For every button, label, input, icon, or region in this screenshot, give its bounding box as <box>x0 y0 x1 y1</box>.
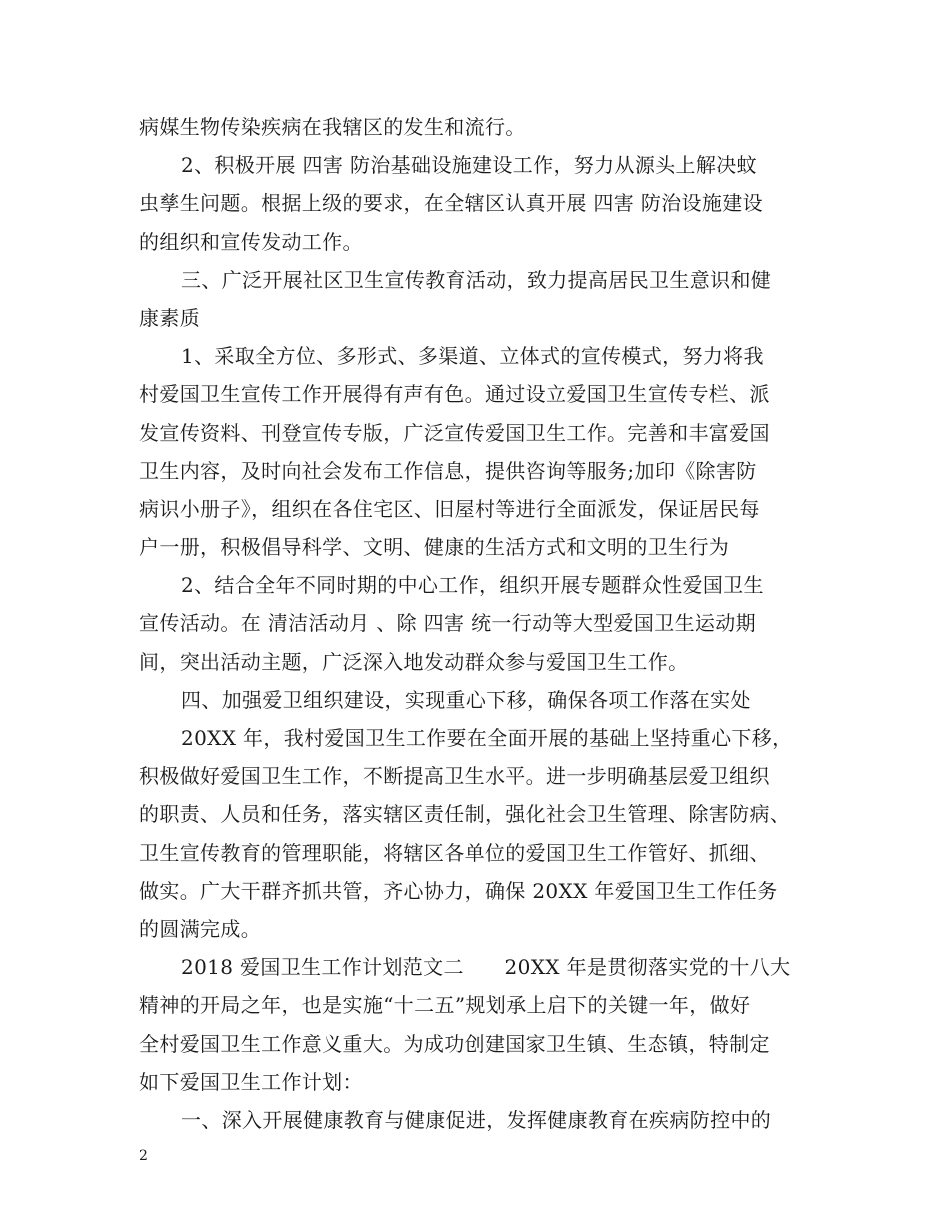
text-line: 20XX 年，我村爱国卫生工作要在全面开展的基础上坚持重心下移， <box>181 726 793 750</box>
text-line: 康素质 <box>139 305 201 330</box>
text-line: 病识小册子》，组织在各住宅区、旧屋村等进行全面派发，保证居民每 <box>139 496 760 521</box>
text-line: 全村爱国卫生工作意义重大。为成功创建国家卫生镇、生态镇，特制定 <box>139 1031 770 1056</box>
text-line: 做实。广大干群齐抓共管，齐心协力，确保 20XX 年爱国卫生工作任务 <box>139 878 778 903</box>
text-line: 三、广泛开展社区卫生宣传教育活动，致力提高居民卫生意识和健 <box>181 267 772 292</box>
text-line: 户一册，积极倡导科学、文明、健康的生活方式和文明的卫生行为 <box>139 535 730 560</box>
text-line: 发宣传资料、刊登宣传专版，广泛宣传爱国卫生工作。完善和丰富爱国 <box>139 420 770 445</box>
text-line: 一、深入开展健康教育与健康促进，发挥健康教育在疾病防控中的 <box>181 1107 772 1132</box>
text-line: 的组织和宣传发动工作。 <box>139 229 363 254</box>
text-line: 积极做好爱国卫生工作，不断提高卫生水平。进一步明确基层爱卫组织 <box>139 764 770 789</box>
text-line: 2018 爱国卫生工作计划范文二 20XX 年是贯彻落实党的十八大 <box>181 955 791 980</box>
text-line: 宣传活动。在 清洁活动月 、除 四害 统一行动等大型爱国卫生运动期 <box>139 611 756 636</box>
document-body <box>139 108 817 1139</box>
text-line: 四、加强爱卫组织建设，实现重心下移，确保各项工作落在实处 <box>181 687 751 712</box>
text-line: 如下爱国卫生工作计划： <box>139 1069 363 1094</box>
text-line: 的职责、人员和任务，落实辖区责任制，强化社会卫生管理、除害防病、 <box>139 802 791 827</box>
page-number: 2 <box>139 1148 148 1164</box>
text-line: 病媒生物传染疾病在我辖区的发生和流行。 <box>139 115 526 139</box>
text-line: 村爱国卫生宣传工作开展得有声有色。通过设立爱国卫生宣传专栏、派 <box>139 382 770 407</box>
text-line: 卫生内容，及时向社会发布工作信息，提供咨询等服务;加印《除害防 <box>139 458 757 483</box>
text-line: 的圆满完成。 <box>139 916 262 941</box>
text-line: 精神的开局之年，也是实施“十二五”规划承上启下的关键一年，做好 <box>139 993 751 1018</box>
text-line: 卫生宣传教育的管理职能，将辖区各单位的爱国卫生工作管好、抓细、 <box>139 840 770 865</box>
text-line: 虫孳生问题。根据上级的要求，在全辖区认真开展 四害 防治设施建设 <box>139 191 763 216</box>
text-line: 1、采取全方位、多形式、多渠道、立体式的宣传模式，努力将我 <box>181 344 764 369</box>
text-line: 间，突出活动主题，广泛深入地发动群众参与爱国卫生工作。 <box>139 649 689 674</box>
text-line: 2、积极开展 四害 防治基础设施建设工作，努力从源头上解决蚊 <box>181 153 757 178</box>
text-line: 2、结合全年不同时期的中心工作，组织开展专题群众性爱国卫生 <box>181 573 764 598</box>
